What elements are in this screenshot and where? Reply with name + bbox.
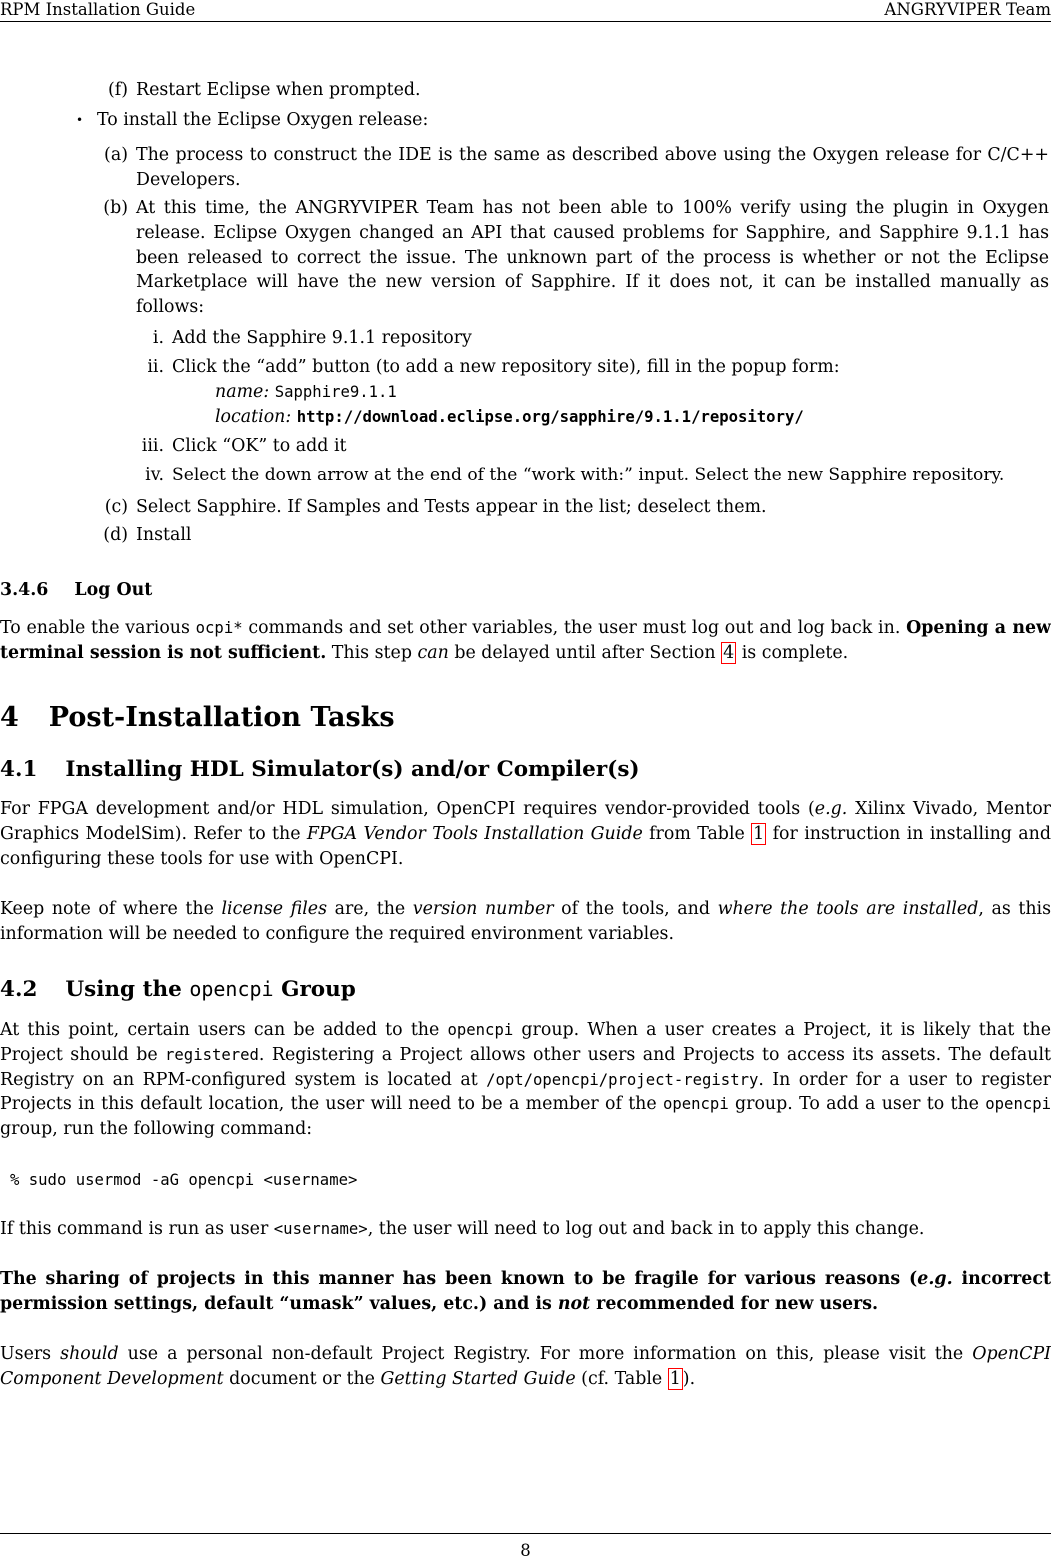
footer-rule (0, 1533, 1051, 1534)
form-name-line (215, 380, 1035, 405)
form-location-line (215, 405, 1045, 430)
subsubsection-heading-logout (0, 578, 1051, 603)
hdl-guide-title: FPGA Vendor Tools Installation Guide (306, 823, 643, 844)
list-label-f: (f) (107, 80, 128, 100)
header-left: RPM Installation Guide (0, 0, 196, 19)
hdl2-license: license files (221, 899, 328, 919)
logout-bold: Opening a new terminal session is not sufficient. (0, 618, 1051, 663)
section-number: 4 (0, 702, 19, 733)
bullet-item: To install the Eclipse Oxygen release: (97, 110, 429, 130)
list-item-a: The process to construct the IDE is the same as described above using the Oxygen release for C/C++ Developers. (136, 145, 1049, 190)
group3-gsg-title: Getting Started Guide (380, 1368, 576, 1389)
group3-text-3: document or the (223, 1368, 381, 1389)
group-text-5: group. To add a user to the (728, 1094, 986, 1115)
page-number: 8 (520, 1541, 531, 1560)
group-code-2: registered (165, 1045, 259, 1064)
group3-should: should (60, 1344, 119, 1364)
command-line: % sudo usermod -aG opencpi <username> (10, 1171, 358, 1189)
table-1-link-2[interactable]: 1 (669, 1368, 681, 1389)
sublist-label-i: i. (152, 328, 164, 348)
group2-code: <username> (273, 1220, 368, 1238)
section-heading-4 (0, 702, 1051, 734)
form-name-value: Sapphire9.1.1 (274, 383, 397, 401)
group3-text-4: (cf. Table (575, 1368, 668, 1389)
form-location-label: location: (215, 407, 292, 427)
sublist-item-ii: Click the “add” button (to add a new repository site), fill in the popup form: (172, 357, 840, 377)
list-item-d: Install (136, 525, 192, 545)
list-label-b: (b) (103, 198, 128, 218)
warning-eg: e.g. (917, 1269, 953, 1289)
group2-text-2: , the user will need to log out and back in to apply this change. (367, 1219, 925, 1239)
sublist-item-iii: Click “OK” to add it (172, 436, 347, 456)
warning-text-2: incorrect permission settings, default “umask” values, etc.) and is (0, 1269, 1051, 1314)
subsection-title: Installing HDL Simulator(s) and/or Compiler(s) (65, 757, 640, 782)
subsection-title-pre: Using the (65, 977, 190, 1002)
sublist-item-i: Add the Sapphire 9.1.1 repository (172, 328, 472, 348)
section-4-link[interactable]: 4 (723, 642, 735, 663)
sublist-item-iv: Select the down arrow at the end of the “work with:” input. Select the new Sapphire repository. (172, 465, 1005, 485)
group-text-1: At this point, certain users can be added to the (0, 1020, 448, 1040)
logout-text-1: To enable the various (0, 618, 196, 638)
warning-text-3: recommended for new users. (590, 1293, 879, 1314)
group-paragraph-2 (0, 1217, 1051, 1242)
list-item-f: Restart Eclipse when prompted. (136, 80, 421, 100)
group-paragraph-3 (0, 1342, 1051, 1392)
hdl2-text-1: Keep note of where the (0, 899, 222, 919)
logout-italic: can (417, 642, 449, 663)
form-location-value: http://download.eclipse.org/sapphire/9.1.1/repository/ (296, 408, 804, 426)
group3-text-5: ). (682, 1368, 696, 1389)
subsection-number: 4.1 (0, 757, 38, 782)
hdl-eg: e.g. (814, 799, 848, 819)
group-code-1: opencpi (447, 1021, 514, 1039)
table-1-link[interactable]: 1 (753, 823, 765, 844)
subsection-heading-4-1 (0, 756, 1051, 784)
subsubsection-title: Log Out (74, 580, 153, 600)
sublist-label-iv: iv. (145, 465, 164, 485)
hdl-text-3: from Table (642, 823, 752, 844)
hdl-text-2: Xilinx Vivado, Mentor Graphics ModelSim). Refer to the (0, 799, 1051, 844)
list-item-c: Select Sapphire. If Samples and Tests appear in the list; deselect them. (136, 497, 767, 517)
hdl2-text-2: are, the (327, 899, 413, 919)
logout-text-5: is complete. (736, 642, 849, 663)
list-item-b: At this time, the ANGRYVIPER Team has not been able to 100% verify using the plugin in Oxygen release. Eclipse Oxygen changed an API that caused problems for Sapphire, and Sapphire 9.1.1 has been released to correct the issue. The unknown part of the process is whether or not the Eclipse Marketplace will have the new version of Sapphire. If it does not, it can be installed manually as follows: (136, 198, 1049, 318)
logout-text-4: be delayed until after Section (448, 642, 722, 663)
group3-doc-title: OpenCPI Component Development (0, 1344, 1051, 1389)
group-code-3: /opt/opencpi/project-registry (486, 1070, 759, 1089)
logout-code: ocpi* (195, 619, 243, 637)
hdl-text-4: for instruction in installing and configuring these tools for use with OpenCPI. (0, 823, 1051, 869)
form-name-label: name: (215, 382, 270, 402)
list-label-c: (c) (104, 497, 128, 517)
bullet-icon: • (76, 113, 84, 127)
warning-not: not (557, 1293, 591, 1314)
subsection-heading-4-2 (0, 975, 1051, 1004)
header-rule (0, 21, 1051, 22)
list-label-a: (a) (104, 145, 128, 165)
warning-paragraph (0, 1267, 1051, 1317)
hdl-text-1: For FPGA development and/or HDL simulation, OpenCPI requires vendor-provided tools ( (0, 799, 815, 819)
section-title: Post-Installation Tasks (48, 702, 395, 733)
group-paragraph-1 (0, 1018, 1051, 1142)
group3-text-1: Users (0, 1344, 61, 1364)
group2-text-1: If this command is run as user (0, 1219, 274, 1239)
logout-text-2: commands and set other variables, the user must log out and log back in. (242, 618, 907, 638)
header-right: ANGRYVIPER Team (884, 0, 1051, 19)
group3-text-2: use a personal non-default Project Registry. For more information on this, please visit the (118, 1344, 973, 1364)
sublist-label-ii: ii. (147, 357, 164, 377)
group-code-5: opencpi (985, 1095, 1051, 1114)
sublist-label-iii: iii. (141, 436, 164, 456)
hdl2-text-3: of the tools, and (553, 899, 718, 919)
hdl-paragraph-1 (0, 797, 1051, 871)
group-text-3: . Registering a Project allows other users and Projects to access its assets. The default Registry on an RPM-configured system is located at (0, 1044, 1051, 1090)
subsection-number: 4.2 (0, 977, 38, 1002)
group-text-6: group, run the following command: (0, 1119, 313, 1140)
hdl2-where: where the tools are installed (717, 899, 979, 919)
hdl-paragraph-2 (0, 897, 1051, 947)
hdl2-version: version number (412, 899, 554, 919)
group-code-4: opencpi (662, 1095, 729, 1114)
subsection-title-post: Group (273, 977, 356, 1002)
group-text-2: group. When a user creates a Project, it is likely that the Project should be (0, 1020, 1051, 1065)
warning-text-1: The sharing of projects in this manner has been known to be fragile for various reasons ( (0, 1269, 918, 1289)
logout-text-3: This step (326, 642, 418, 663)
hdl2-text-4: , as this information will be needed to configure the required environment variables. (0, 899, 1051, 944)
group-text-4: . In order for a user to register Projects in this default location, the user will need to be a member of the (0, 1069, 1051, 1115)
logout-paragraph (0, 616, 1051, 666)
subsubsection-number: 3.4.6 (0, 580, 49, 600)
subsection-title-code: opencpi (189, 977, 274, 1001)
list-label-d: (d) (103, 525, 128, 545)
